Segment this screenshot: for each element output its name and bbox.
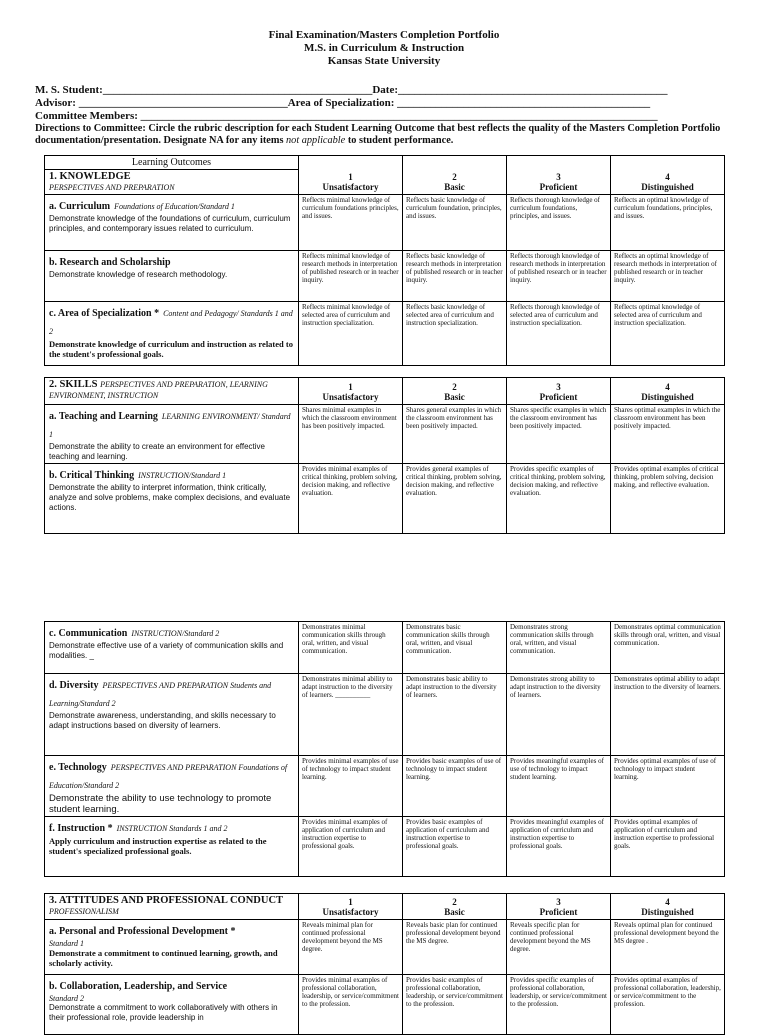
level-3-header: 3 Proficient [507, 378, 611, 405]
rubric-cell[interactable]: Demonstrates strong communication skills through oral, written, and visual communication. [507, 622, 611, 674]
rubric-cell[interactable]: Shares specific examples in which the classroom environment has been positively impacted. [507, 405, 611, 464]
program-name: M.S. in Curriculum & Instruction [303, 42, 465, 54]
rubric-cell[interactable]: Demonstrates basic communication skills through oral, written, and visual communication. [403, 622, 507, 674]
table-row [45, 464, 725, 534]
rubric-cell[interactable]: Demonstrates optimal ability to adapt instruction to the diversity of learners. [611, 674, 725, 756]
table-row [45, 405, 725, 464]
rubric-cell[interactable]: Provides general examples of critical thinking, problem solving, decision making, and reflective evaluation. [403, 464, 507, 534]
rubric-cell[interactable]: Provides optimal examples of use of technology to impact student learning. [611, 756, 725, 817]
section-attitudes-title: 3. ATTITUDES AND PROFESSIONAL CONDUCT PROFESSIONALISM [45, 894, 299, 920]
level-2-header: 2 Basic [403, 378, 507, 405]
outcome-instruction: f. Instruction * INSTRUCTION Standards 1 and 2 Apply curriculum and instruction expertise as related to the student's specialized professional goals. [45, 817, 299, 877]
rubric-cell[interactable]: Shares optimal examples in which the classroom environment has been positively impacted. [611, 405, 725, 464]
outcome-critical-thinking: b. Critical Thinking INSTRUCTION/Standard 1 Demonstrate the ability to interpret information, think critically, analyze and solve problems, make complex decisions, and evaluate actions. [45, 464, 299, 534]
rubric-cell[interactable]: Reflects thorough knowledge of curriculum foundations, principles, and issues. [507, 195, 611, 251]
section-knowledge-title: 1. KNOWLEDGE PERSPECTIVES AND PREPARATION [45, 170, 299, 195]
directions [35, 123, 760, 147]
rubric-cell[interactable]: Provides minimal examples of application of curriculum and instruction expertise to professional goals. [299, 817, 403, 877]
level-2-header: 2 Basic [403, 156, 507, 195]
outcome-specialization: c. Area of Specialization * Content and Pedagogy/ Standards 1 and 2 Demonstrate knowledge of curriculum and instruction as related to the student's professional goals. [45, 302, 299, 366]
outcome-technology: e. Technology PERSPECTIVES AND PREPARATION Foundations of Education/Standard 2 Demonstrate the ability to use technology to promote student learning. [45, 756, 299, 817]
table-row [45, 302, 725, 366]
table-row [45, 622, 725, 674]
level-4-header: 4 Distinguished [611, 378, 725, 405]
rubric-cell[interactable]: Demonstrates optimal communication skills through oral, written, and visual communication. [611, 622, 725, 674]
rubric-cell[interactable]: Reflects an optimal knowledge of research methods in interpretation of published research or in teacher inquiry. [611, 251, 725, 302]
level-1-header: 1 Unsatisfactory [299, 894, 403, 920]
level-3-header: 3 Proficient [507, 894, 611, 920]
student-date-line[interactable]: M. S. Student:_________________________________________________Date:_________________________________________________ [35, 84, 668, 96]
rubric-cell[interactable]: Reflects minimal knowledge of selected area of curriculum and instruction specialization. [299, 302, 403, 366]
outcome-diversity: d. Diversity PERSPECTIVES AND PREPARATION Students and Learning/Standard 2 Demonstrate awareness, understanding, and skills necessary to adapt instructions based on diversity of learners. [45, 674, 299, 756]
rubric-cell[interactable]: Demonstrates minimal ability to adapt instruction to the diversity of learners. __________ [299, 674, 403, 756]
rubric-cell[interactable]: Provides optimal examples of professional collaboration, leadership, or service/commitment to the profession. [611, 975, 725, 1035]
table-row [45, 251, 725, 302]
table-row [45, 674, 725, 756]
rubric-cell[interactable]: Provides specific examples of professional collaboration, leadership, or service/commitment to the profession. [507, 975, 611, 1035]
rubric-cell[interactable]: Shares general examples in which the classroom environment has been positively impacted. [403, 405, 507, 464]
rubric-cell[interactable]: Reflects optimal knowledge of selected area of curriculum and instruction specialization. [611, 302, 725, 366]
rubric-cell[interactable]: Provides basic examples of application of curriculum and instruction expertise to professional goals. [403, 817, 507, 877]
outcome-communication: c. Communication INSTRUCTION/Standard 2 Demonstrate effective use of a variety of communication skills and modalities. _ [45, 622, 299, 674]
skills-continued-table [44, 621, 725, 877]
table-row [45, 195, 725, 251]
rubric-cell[interactable]: Demonstrates basic ability to adapt instruction to the diversity of learners. [403, 674, 507, 756]
rubric-cell[interactable]: Provides basic examples of use of technology to impact student learning. [403, 756, 507, 817]
table-row [45, 920, 725, 975]
learning-outcomes-label: Learning Outcomes [45, 156, 299, 170]
outcome-research: b. Research and Scholarship Demonstrate knowledge of research methodology. [45, 251, 299, 302]
level-1-header: 1 Unsatisfactory [299, 378, 403, 405]
rubric-cell[interactable]: Provides basic examples of professional collaboration, leadership, or service/commitment to the profession. [403, 975, 507, 1035]
rubric-cell[interactable]: Demonstrates minimal communication skills through oral, written, and visual communication. [299, 622, 403, 674]
rubric-cell[interactable]: Reflects an optimal knowledge of curriculum foundations, principles, and issues. [611, 195, 725, 251]
table-row [45, 975, 725, 1035]
rubric-cell[interactable]: Provides meaningful examples of use of technology to impact student learning. [507, 756, 611, 817]
rubric-cell[interactable]: Reflects basic knowledge of selected area of curriculum and instruction specialization. [403, 302, 507, 366]
table-row [45, 756, 725, 817]
outcome-professional-development: a. Personal and Professional Development * Standard 1 Demonstrate a commitment to continued learning, growth, and scholarly activity. [45, 920, 299, 975]
level-4-header: 4 Distinguished [611, 156, 725, 195]
rubric-cell[interactable]: Provides meaningful examples of application of curriculum and instruction expertise to professional goals. [507, 817, 611, 877]
rubric-cell[interactable]: Reflects thorough knowledge of selected area of curriculum and instruction specialization. [507, 302, 611, 366]
rubric-cell[interactable]: Reflects basic knowledge of curriculum foundation, principles, and issues. [403, 195, 507, 251]
committee-members-line[interactable]: Committee Members: ______________________________________________________________________________________________ [35, 110, 658, 122]
rubric-cell[interactable]: Reveals optimal plan for continued professional development beyond the MS degree . [611, 920, 725, 975]
knowledge-table [44, 155, 725, 366]
outcome-teaching-learning: a. Teaching and Learning LEARNING ENVIRONMENT/ Standard 1 Demonstrate the ability to create an environment for effective teaching and learning. [45, 405, 299, 464]
advisor-specialization-line[interactable]: Advisor: ______________________________________Area of Specialization: ______________________________________________ [35, 97, 651, 109]
directions-na: not applicable [286, 135, 346, 146]
rubric-cell[interactable]: Provides optimal examples of critical thinking, problem solving, decision making, and reflective evaluation. [611, 464, 725, 534]
rubric-cell[interactable]: Shares minimal examples in which the classroom environment has been positively impacted. [299, 405, 403, 464]
outcome-collaboration: b. Collaboration, Leadership, and Service Standard 2 Demonstrate a commitment to work collaboratively with others in their professional role, provide leadership in [45, 975, 299, 1035]
rubric-cell[interactable]: Reflects basic knowledge of research methods in interpretation of published research or in teacher inquiry. [403, 251, 507, 302]
rubric-cell[interactable]: Provides optimal examples of application of curriculum and instruction expertise to professional goals. [611, 817, 725, 877]
level-2-header: 2 Basic [403, 894, 507, 920]
rubric-cell[interactable]: Provides minimal examples of professional collaboration, leadership, or service/commitment to the profession. [299, 975, 403, 1035]
rubric-cell[interactable]: Provides minimal examples of use of technology to impact student learning. [299, 756, 403, 817]
rubric-cell[interactable]: Reflects minimal knowledge of curriculum foundations principles, and issues. [299, 195, 403, 251]
university-name: Kansas State University [327, 55, 441, 67]
form-title: Final Examination/Masters Completion Portfolio [268, 29, 500, 41]
table-row [45, 817, 725, 877]
attitudes-table [44, 893, 725, 1035]
rubric-cell[interactable]: Reveals minimal plan for continued professional development beyond the MS degree. [299, 920, 403, 975]
level-4-header: 4 Distinguished [611, 894, 725, 920]
rubric-cell[interactable]: Reflects minimal knowledge of research methods in interpretation of published research or in teacher inquiry. [299, 251, 403, 302]
directions-tail: to student performance. [347, 135, 454, 146]
level-3-header: 3 Proficient [507, 156, 611, 195]
rubric-cell[interactable]: Provides minimal examples of critical thinking, problem solving, decision making, and reflective evaluation. [299, 464, 403, 534]
level-1-header: 1 Unsatisfactory [299, 156, 403, 195]
rubric-cell[interactable]: Reveals basic plan for continued professional development beyond the MS degree. [403, 920, 507, 975]
rubric-cell[interactable]: Provides specific examples of critical thinking, problem solving, decision making, and reflective evaluation. [507, 464, 611, 534]
rubric-cell[interactable]: Reveals specific plan for continued professional development beyond the MS degree. [507, 920, 611, 975]
directions-text: Directions to Committee: Circle the rubric description for each Student Learning Outcome that best reflects the quality of the Masters Completion Portfolio documentation/presentation. Designate NA for any items [35, 123, 721, 146]
section-skills-title: 2. SKILLS PERSPECTIVES AND PREPARATION, LEARNING ENVIRONMENT, INSTRUCTION [45, 378, 299, 405]
rubric-cell[interactable]: Reflects thorough knowledge of research methods in interpretation of published research or in teacher inquiry. [507, 251, 611, 302]
rubric-cell[interactable]: Demonstrates strong ability to adapt instruction to the diversity of learners. [507, 674, 611, 756]
outcome-curriculum: a. Curriculum Foundations of Education/Standard 1 Demonstrate knowledge of the foundations of curriculum, curriculum principles, and contemporary issues related to curriculum. [45, 195, 299, 251]
skills-table [44, 377, 725, 534]
